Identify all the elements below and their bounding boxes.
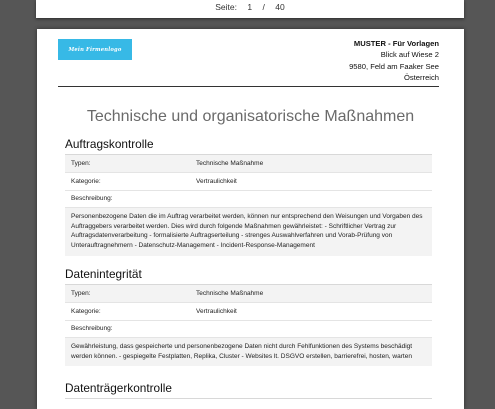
address-country: Österreich bbox=[403, 73, 439, 83]
section-title: Datenintegrität bbox=[65, 267, 432, 285]
document-title: Technische und organisatorische Maßnahmen bbox=[86, 108, 415, 125]
header-divider bbox=[58, 86, 439, 87]
section-title: Auftragskontrolle bbox=[65, 137, 432, 155]
type-label: Typen: bbox=[65, 285, 190, 303]
category-value: Vertraulichkeit bbox=[190, 303, 432, 321]
section-datentraegerkontrolle bbox=[65, 381, 432, 399]
document-page bbox=[37, 29, 464, 409]
type-value: Technische Maßnahme bbox=[190, 155, 432, 173]
logo-text: Mein Firmenlogo bbox=[68, 46, 122, 53]
category-label: Kategorie: bbox=[65, 303, 190, 321]
description-text: Personenbezogene Daten die im Auftrag verarbeitet werden, können nur entsprechend den Weisungen und Vorgaben des Auftraggebers verarbeitet werden. Dies wird durch folgende Maßnahmen gewährleistet: - Schriftlicher Vertrag zur Auftragsdatenverarbeitung - formalisierte Auftragserteilung - strenges Auswahlverfahren und Vorab-Prüfung von Unterauftragnehmern - Datenschutz-Management - Incident-Response-Management bbox=[65, 208, 432, 256]
measure-details-table bbox=[65, 285, 432, 321]
company-name: MUSTER - Für Vorlagen bbox=[353, 39, 439, 48]
section-auftragskontrolle bbox=[65, 137, 432, 256]
company-logo bbox=[58, 39, 132, 60]
page-navigation-bar bbox=[36, 0, 464, 18]
category-value: Vertraulichkeit bbox=[190, 173, 432, 191]
type-value: Technische Maßnahme bbox=[190, 285, 432, 303]
type-label: Typen: bbox=[65, 155, 190, 173]
measure-details-table bbox=[65, 155, 432, 191]
current-page-number[interactable]: 1 bbox=[247, 2, 253, 12]
table-row bbox=[65, 173, 432, 191]
address-city: 9580, Feld am Faaker See bbox=[349, 61, 439, 71]
description-label: Beschreibung: bbox=[65, 191, 432, 208]
table-row bbox=[65, 303, 432, 321]
description-label: Beschreibung: bbox=[65, 321, 432, 338]
page-label: Seite: bbox=[215, 2, 238, 12]
total-pages: 40 bbox=[275, 2, 285, 12]
table-row bbox=[65, 155, 432, 173]
company-address bbox=[349, 38, 439, 84]
section-datenintegritaet bbox=[65, 267, 432, 366]
page-indicator bbox=[36, 2, 464, 12]
page-separator: / bbox=[262, 2, 265, 12]
category-label: Kategorie: bbox=[65, 173, 190, 191]
description-text: Gewährleistung, dass gespeicherte und personenbezogene Daten nicht durch Fehlfunktionen des Systems beschädigt werden können. - gespiegelte Festplatten, Replika, Cluster - Websites lt. DSGVO erstellen, barrierefrei, hosten, warten bbox=[65, 338, 432, 366]
section-title: Datenträgerkontrolle bbox=[65, 381, 432, 399]
table-row bbox=[65, 285, 432, 303]
address-street: Blick auf Wiese 2 bbox=[380, 50, 439, 60]
